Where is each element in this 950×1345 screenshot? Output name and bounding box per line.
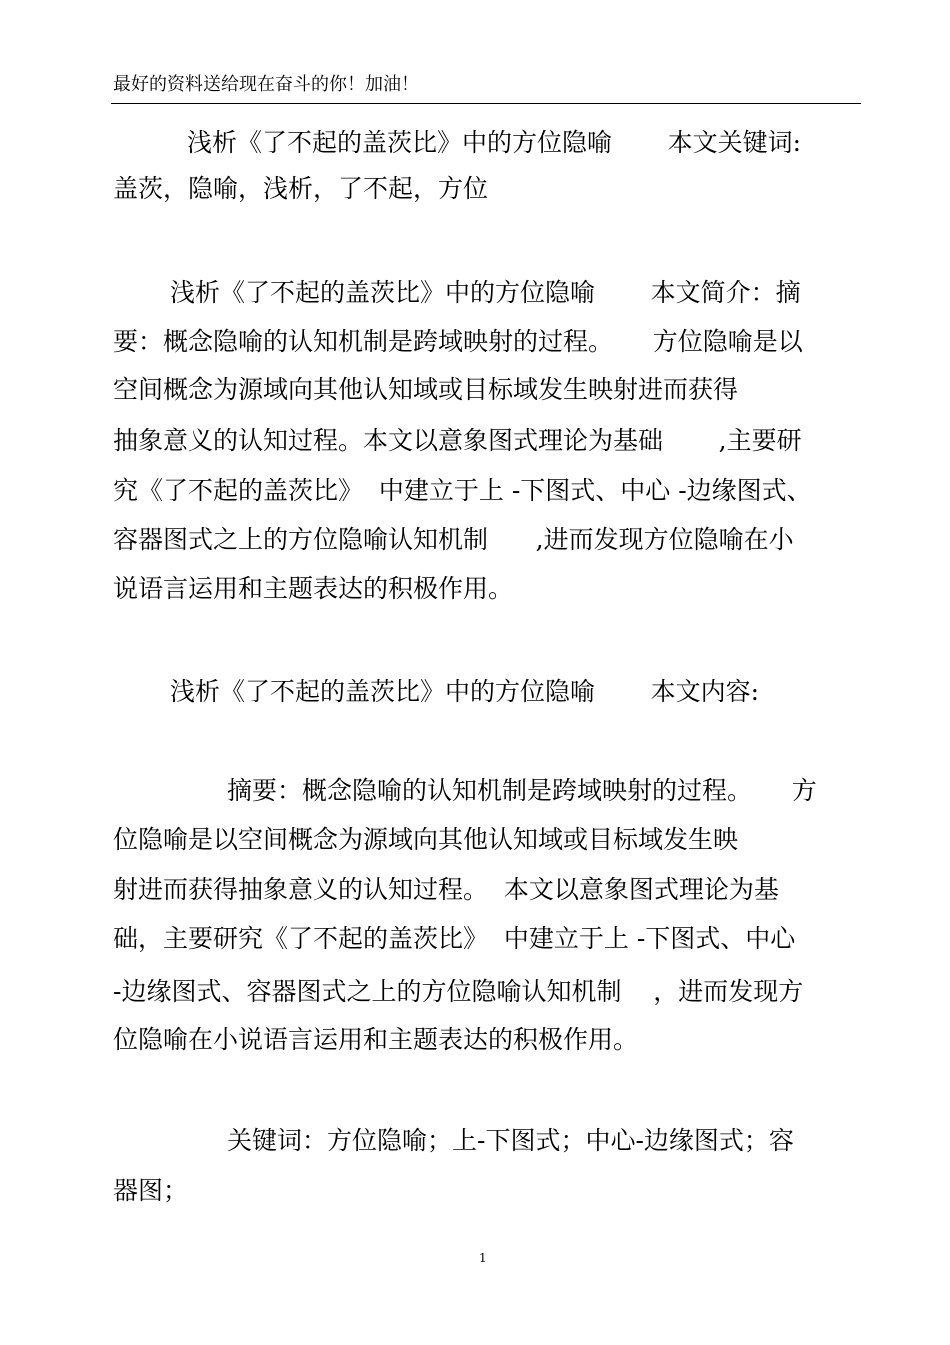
page-number: 1: [479, 1251, 487, 1265]
paragraph-line: 容器图式之上的方位隐喻认知机制 ,进而发现方位隐喻在小: [113, 525, 794, 554]
keywords-line: 器图；: [113, 1176, 189, 1205]
paragraph-line: 础，主要研究《了不起的盖茨比》 中建立于上 -下图式、中心: [113, 924, 796, 953]
title-line: 浅析《了不起的盖茨比》中的方位隐喻 本文关键词:: [187, 128, 802, 157]
paragraph-line: 抽象意义的认知过程。本文以意象图式理论为基础 ,主要研: [113, 426, 802, 455]
paragraph-line: 位隐喻是以空间概念为源域向其他认知域或目标域发生映: [113, 825, 739, 854]
paragraph-line: 浅析《了不起的盖茨比》中的方位隐喻 本文简介：摘: [170, 278, 801, 307]
paragraph-line: 射进而获得抽象意义的认知过程。 本文以意象图式理论为基: [113, 875, 779, 904]
header-text: 最好的资料送给现在奋斗的你！加油！: [113, 74, 419, 95]
keywords-line: 盖茨，隐喻，浅析，了不起，方位: [113, 174, 489, 203]
keywords-line: 关键词：方位隐喻；上-下图式；中心-边缘图式；容: [227, 1126, 794, 1155]
paragraph-line: 空间概念为源域向其他认知域或目标域发生映射进而获得: [113, 375, 739, 404]
paragraph-line: 摘要：概念隐喻的认知机制是跨域映射的过程。 方: [227, 776, 817, 805]
paragraph-line: -边缘图式、容器图式之上的方位隐喻认知机制 ，进而发现方: [113, 977, 804, 1006]
paragraph-line: 说语言运用和主题表达的积极作用。: [113, 574, 514, 603]
paragraph-line: 要：概念隐喻的认知机制是跨域映射的过程。 方位隐喻是以: [113, 327, 803, 356]
header-divider: [111, 103, 861, 104]
content-heading: 浅析《了不起的盖茨比》中的方位隐喻 本文内容:: [170, 677, 760, 706]
paragraph-line: 究《了不起的盖茨比》 中建立于上 -下图式、中心 -边缘图式、: [113, 476, 812, 505]
paragraph-line: 位隐喻在小说语言运用和主题表达的积极作用。: [113, 1025, 639, 1054]
